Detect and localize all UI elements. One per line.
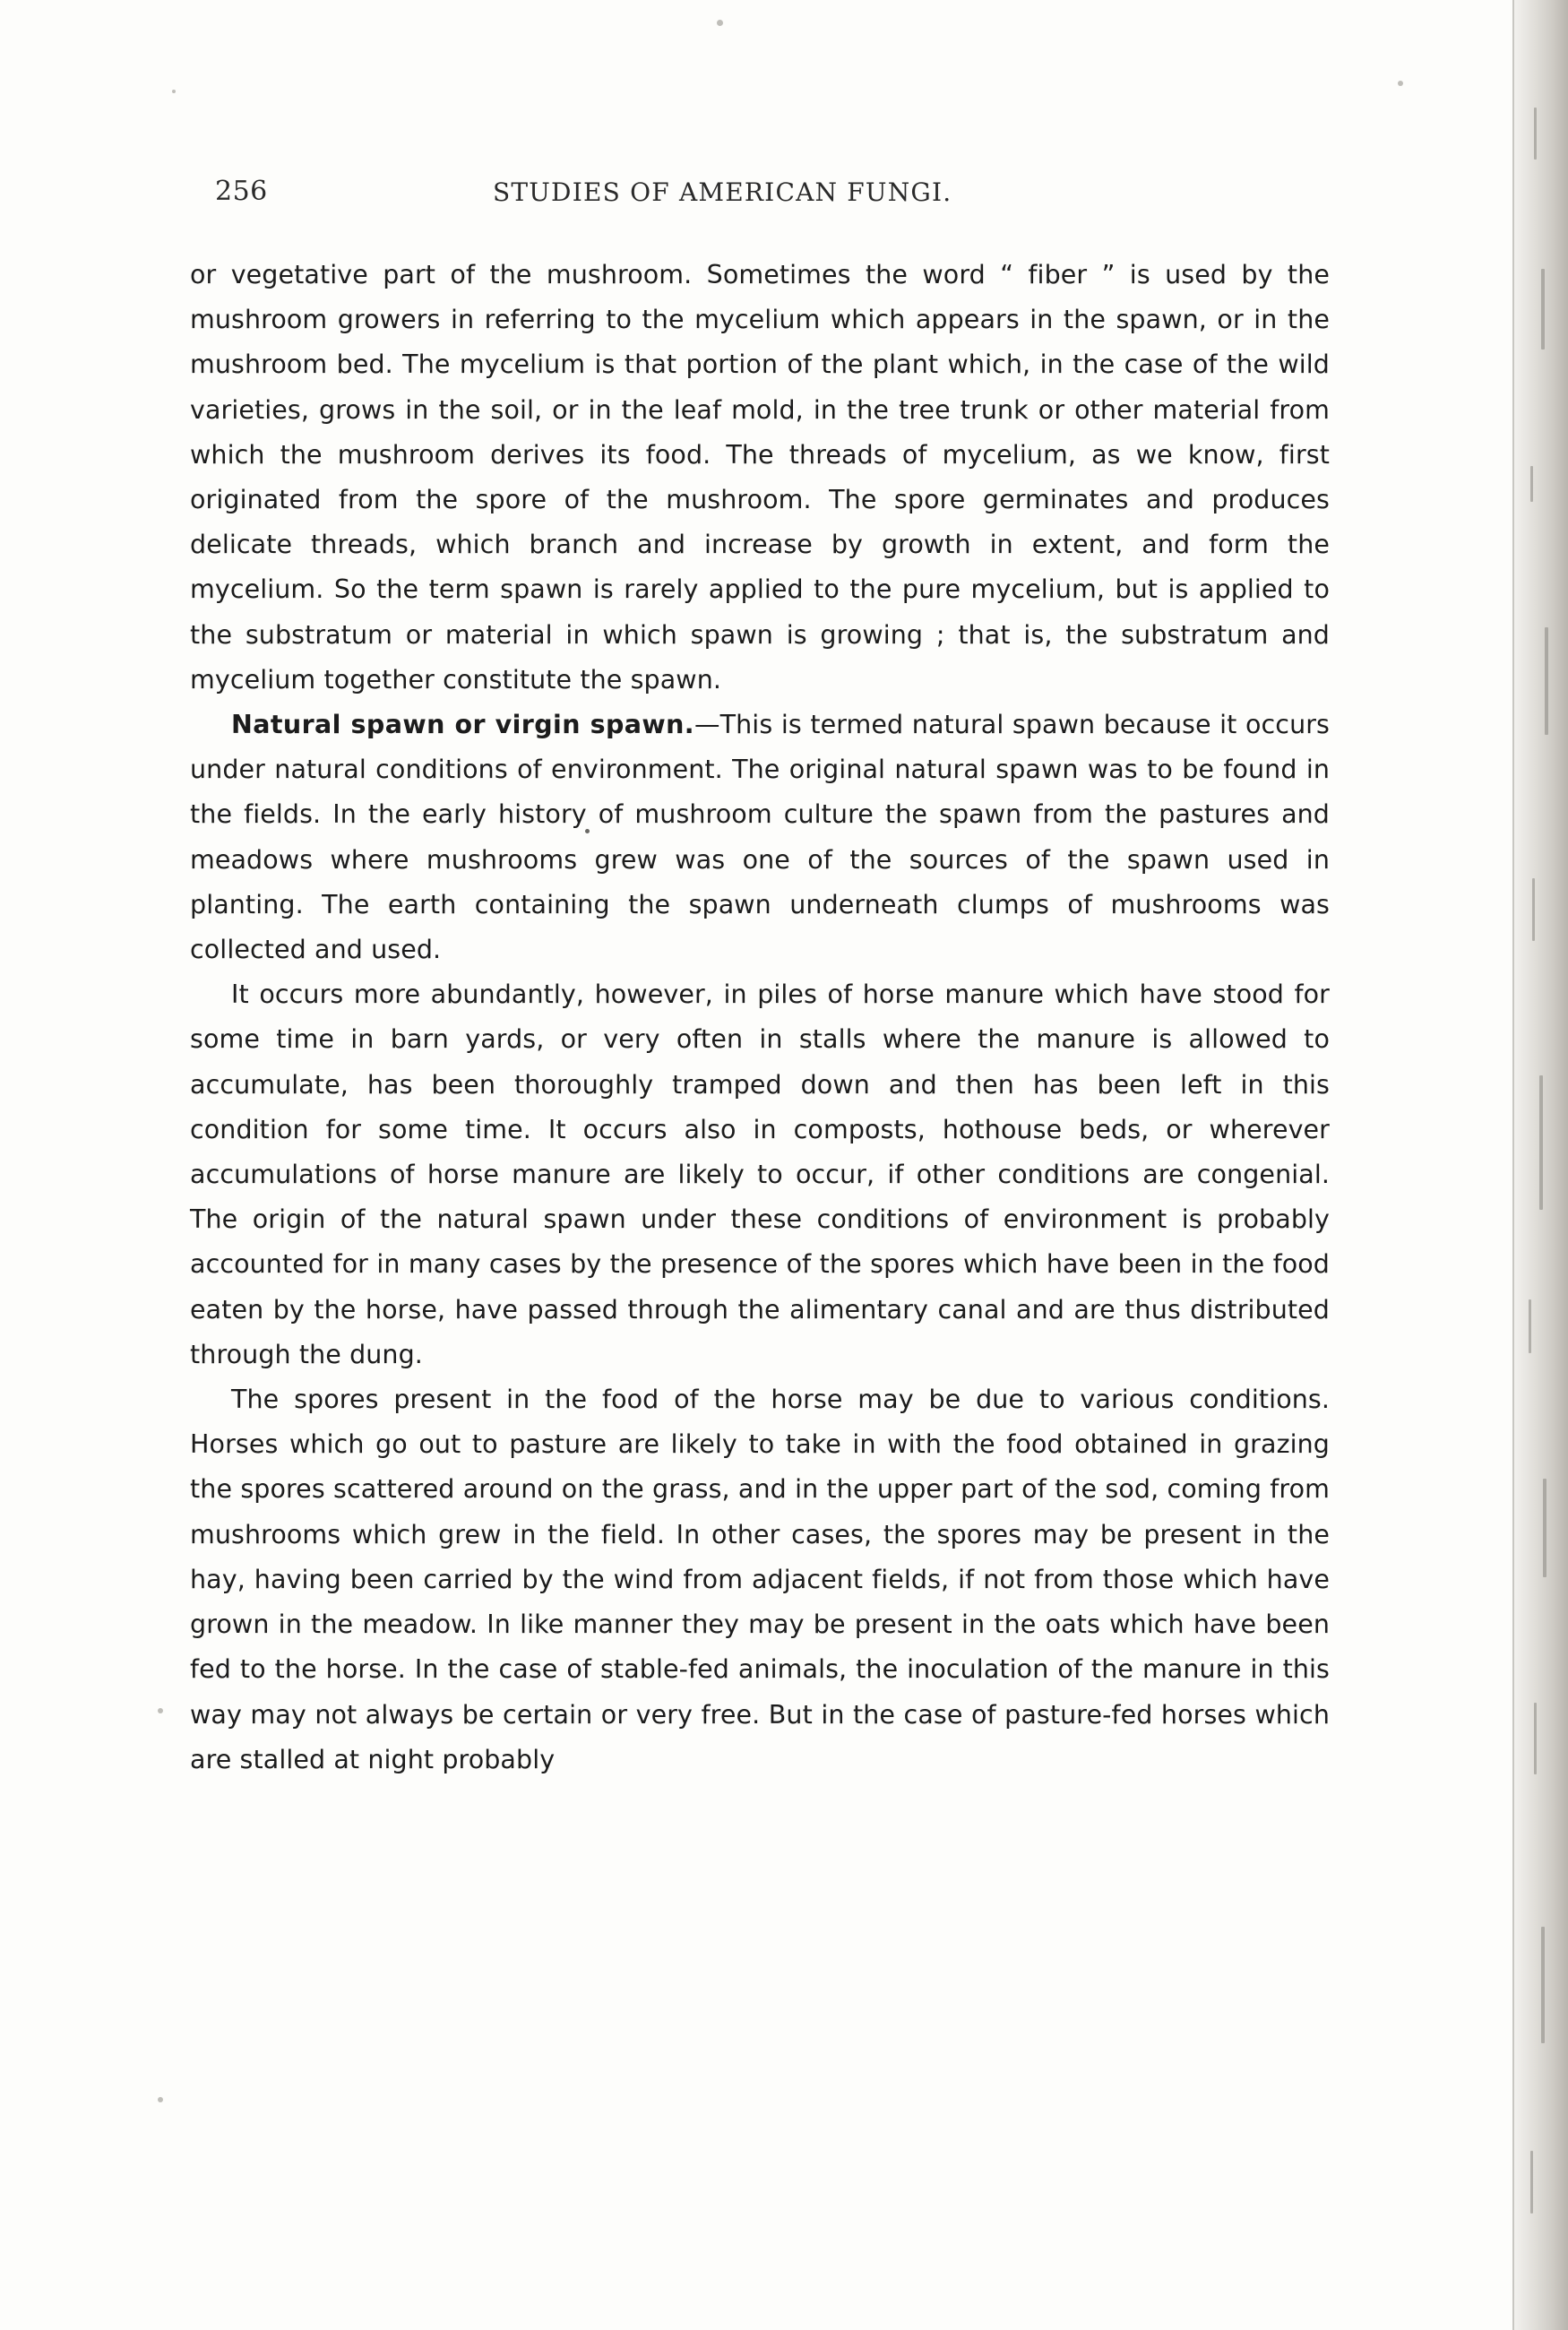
scan-speck [1398, 81, 1403, 86]
page-number: 256 [215, 176, 268, 207]
paragraph-runin-heading: Natural spawn or virgin spawn. [231, 710, 695, 740]
paragraph: It occurs more abundantly, however, in piles of horse manure which have stood for some time in barn yards, or very often in stalls where the manure is allowed to accumulate, has been thoroughly tramped down and then has been left in this condition for some time. It occurs also in composts, hothouse beds, or wherever accumulations of horse manure are likely to occur, if other conditions are congenial. The origin of the natural spawn under these conditions of environment is probably accounted for in many cases by the presence of the spores which have been in the food eaten by the horse, have passed through the alimentary canal and are thus distributed through the dung. [190, 979, 1330, 1369]
scan-speck [158, 2097, 163, 2102]
scan-speck [585, 829, 590, 833]
running-title: STUDIES OF AMERICAN FUNGI. [493, 177, 952, 207]
paragraph: or vegetative part of the mushroom. Sometimes the word “ fiber ” is used by the mushroom growers in referring to the mycelium which appears in the spawn, or in the mushroom bed. The mycelium is that portion of the plant which, in the case of the wild varieties, grows in the soil, or in the leaf mold, in the tree trunk or other material from which the mushroom derives its food. The threads of mycelium, as we know, first originated from the spore of the mushroom. The spore germinates and produces delicate threads, which branch and increase by growth in extent, and form the mycelium. So the term spawn is rarely applied to the pure mycelium, but is applied to the substratum or material in which spawn is growing ; that is, the substratum and mycelium together constitute the spawn. [190, 260, 1330, 695]
body-text [190, 253, 1330, 1782]
scan-speck [158, 1708, 163, 1713]
paragraph-text: —This is termed natural spawn because it occurs under natural conditions of environment. The original natural spawn was to be found in the fields. In the early history of mushroom culture the spawn from the pastures and meadows where mushrooms grew was one of the sources of the spawn used in planting. The earth containing the spawn underneath clumps of mushrooms was collected and used. [190, 710, 1330, 965]
running-head [215, 176, 1317, 211]
paragraph [190, 703, 1330, 972]
scan-speck [717, 20, 723, 26]
paragraph: The spores present in the food of the horse may be due to various conditions. Horses which go out to pasture are likely to take in with the food obtained in grazing the spores scattered around on the grass, and in the upper part of the sod, coming from mushrooms which grew in the field. In other cases, the spores may be present in the hay, having been carried by the wind from adjacent fields, if not from those which have grown in the meadow. In like manner they may be present in the oats which have been fed to the horse. In the case of stable-fed animals, the inoculation of the manure in this way may not always be certain or very free. But in the case of pasture-fed horses which are stalled at night probably [190, 1385, 1330, 1774]
scan-speck [172, 90, 176, 93]
binding-gutter [1514, 0, 1568, 2330]
